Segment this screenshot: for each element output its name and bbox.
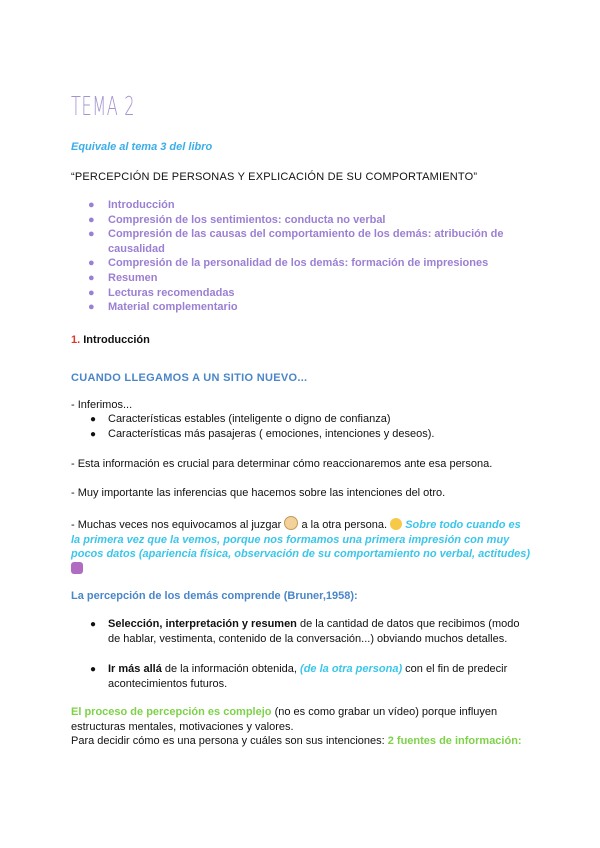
bullet-icon: ● [88, 257, 95, 270]
bullet-icon: ● [90, 429, 97, 440]
inferimos-list [86, 412, 526, 442]
list-item: ● Ir más allá de la información obtenida, (de la otra persona) con el fin de predecir acontecimientos futuros. [90, 663, 508, 690]
bruner-list [86, 617, 526, 692]
toc-item: ● Compresión de la personalidad de los demás: formación de impresiones [88, 257, 489, 270]
toc-item: ● Compresión de los sentimientos: conducta no verbal [88, 213, 386, 226]
section-title: Introducción [83, 334, 150, 346]
bullet-icon: ● [88, 199, 95, 211]
paragraph-equivocamos: - Muchas veces nos equivocamos al juzgar a la otra persona. Sobre todo cuando es la primera vez que la vemos, porque nos formamos una primera impresión con muy pocos datos (apariencia física, observación de su comportamiento no verbal, actitudes) [71, 516, 531, 576]
bullet-icon: ● [88, 228, 95, 241]
arrival-heading: CUANDO LLEGAMOS A UN SITIO NUEVO... [71, 372, 308, 384]
table-of-contents [86, 198, 526, 315]
process-paragraph: El proceso de percepción es complejo (no es como grabar un vídeo) porque influyen estructuras mentales, motivaciones y valores. Para decidir cómo es una persona y cuáles son sus intenciones: 2 fuentes de información: [71, 706, 522, 747]
bullet-icon: ● [90, 619, 97, 630]
subtitle: Equivale al tema 3 del libro [71, 141, 213, 153]
toc-item: ● Lecturas recomendadas [88, 286, 235, 299]
list-item: ● Selección, interpretación y resumen de la cantidad de datos que recibimos (modo de hablar, vestimenta, contenido de la conversación...) obviando muchos detalles. [90, 618, 520, 645]
bullet-icon: ● [88, 213, 95, 226]
page-title: TEMA 2 [71, 92, 136, 122]
list-item: ● Características estables (inteligente o digno de confianza) [90, 413, 391, 425]
toc-item: ● Material complementario [88, 301, 238, 314]
list-item: ● Características más pasajeras ( emociones, intenciones y deseos). [90, 428, 435, 440]
bullet-icon: ● [88, 271, 95, 284]
smirk-face-icon [390, 518, 402, 530]
toc-item: ● Resumen [88, 271, 158, 284]
bullet-icon: ● [88, 286, 95, 299]
person-face-icon [284, 516, 298, 530]
toc-item: ● Introducción [88, 199, 175, 211]
person-shrug-icon [71, 562, 83, 574]
section-heading [71, 333, 150, 347]
paragraph-importante: - Muy importante las inferencias que hacemos sobre las intenciones del otro. [71, 487, 446, 499]
inferimos-text: - Inferimos... [71, 399, 133, 411]
main-quote: “PERCEPCIÓN DE PERSONAS Y EXPLICACIÓN DE SU COMPORTAMIENTO” [71, 171, 478, 183]
bullet-icon: ● [90, 414, 97, 425]
toc-item: ● Compresión de las causas del comportamiento de los demás: atribución de causalidad [88, 228, 504, 255]
paragraph-crucial: - Esta información es crucial para determinar cómo reaccionaremos ante esa persona. [71, 458, 493, 470]
bullet-icon: ● [90, 664, 97, 675]
bruner-heading: La percepción de los demás comprende (Bruner,1958): [71, 590, 358, 602]
section-number: 1. [71, 334, 81, 346]
bullet-icon: ● [88, 301, 95, 314]
